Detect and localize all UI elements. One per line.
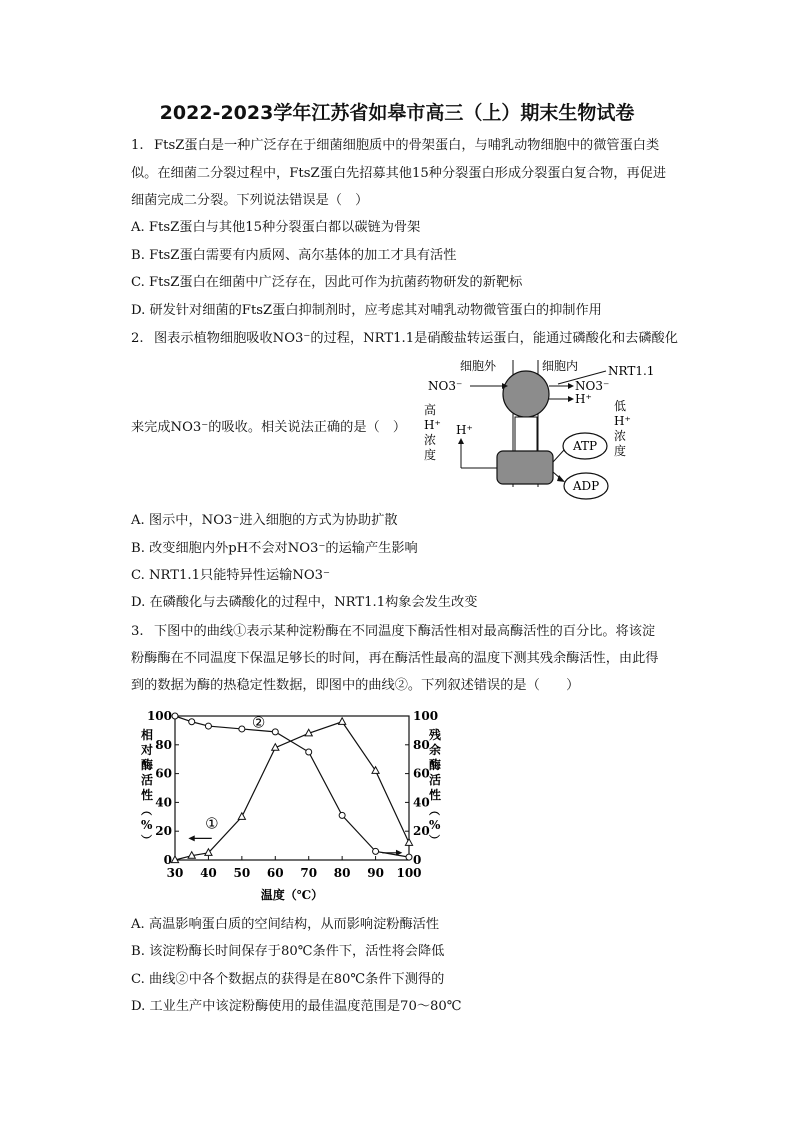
y-right-tick-label: 20	[413, 824, 430, 839]
q2-stem-line-1: 图表示植物细胞吸收NO3⁻的过程，NRT1.1是硝酸盐转运蛋白，能通过磷酸化和去磷酸化	[154, 331, 678, 346]
q1-option-b[interactable]: B. FtsZ蛋白需要有内质网、高尔基体的加工才具有活性	[131, 248, 457, 263]
data-point-circle	[373, 848, 379, 854]
ylab-right-char: 活	[429, 773, 442, 787]
label-h-mid: H⁺	[456, 423, 473, 437]
label-high-h-3: 浓	[424, 433, 437, 447]
ylab-left-char: ︶	[141, 834, 152, 847]
q3-option-c[interactable]: C. 曲线②中各个数据点的获得是在80℃条件下测得的	[131, 972, 445, 987]
protein-stalk	[515, 417, 537, 452]
label-no3-right: NO3⁻	[575, 379, 610, 393]
curve-label-1: ①	[205, 814, 219, 833]
ylab-right-char: ︵	[429, 804, 440, 817]
q3-option-b[interactable]: B. 该淀粉酶长时间保存于80℃条件下，活性将会降低	[131, 944, 445, 959]
y-right-tick-label: 40	[413, 795, 430, 810]
y-right-tick-label: 100	[413, 709, 439, 723]
q1-number: 1.	[131, 138, 144, 153]
y-left-axis-label	[140, 727, 153, 847]
ylab-left-char: 相	[141, 728, 154, 742]
arrowhead	[568, 396, 574, 402]
data-point-circle	[189, 719, 195, 725]
q2-option-c[interactable]: C. NRT1.1只能特异性运输NO3⁻	[131, 568, 331, 583]
data-point-circle	[239, 726, 245, 732]
data-point-circle	[172, 713, 178, 719]
label-low-h-2: H⁺	[614, 414, 631, 428]
arrow-atp-adp	[553, 450, 564, 462]
q2-option-d[interactable]: D. 在磷酸化与去磷酸化的过程中，NRT1.1构象会发生改变	[131, 595, 478, 610]
label-outside: 细胞外	[460, 359, 497, 373]
ylab-left-char: 酶	[141, 758, 154, 772]
arrowhead	[568, 383, 574, 389]
curve-1-arrowhead	[188, 835, 194, 841]
label-high-h	[424, 402, 445, 462]
x-tick-label: 40	[200, 866, 217, 880]
q2-option-a[interactable]: A. 图示中，NO3⁻进入细胞的方式为协助扩散	[131, 513, 398, 528]
label-protein: NRT1.1	[608, 364, 655, 378]
ylab-left-char: %	[141, 818, 153, 832]
label-low-h-1: 低	[614, 399, 627, 413]
label-high-h-2: H⁺	[424, 418, 441, 432]
y-left-tick-label: 100	[146, 709, 172, 723]
label-h-right: H⁺	[575, 392, 592, 406]
ylab-right-char: ︶	[429, 834, 440, 847]
x-tick-label: 50	[233, 866, 251, 880]
q3-option-a[interactable]: A. 高温影响蛋白质的空间结构，从而影响淀粉酶活性	[131, 917, 440, 932]
x-tick-label: 70	[300, 866, 318, 880]
y-left-tick-label: 80	[155, 737, 172, 752]
q2-option-b[interactable]: B. 改变细胞内外pH不会对NO3⁻的运输产生影响	[131, 541, 418, 556]
q2-stem-line-2: 来完成NO3⁻的吸收。相关说法正确的是（ ）	[131, 420, 407, 435]
q1-stem-line-2: 似。在细菌二分裂过程中，FtsZ蛋白先招募其他15种分裂蛋白形成分裂蛋白复合物，再促进	[131, 166, 667, 181]
ylab-right-char: %	[429, 818, 441, 832]
ylab-right-char: 残	[429, 728, 442, 742]
h-pump	[497, 451, 553, 484]
q3-number: 3.	[131, 624, 144, 639]
y-left-tick-label: 60	[155, 766, 172, 781]
y-left-tick-label: 40	[155, 795, 172, 810]
data-point-triangle	[238, 813, 245, 820]
x-tick-label: 80	[333, 866, 351, 880]
q3-stem-line-1: 下图中的曲线①表示某种淀粉酶在不同温度下酶活性相对最高酶活性的百分比。将该淀	[154, 624, 656, 639]
ylab-left-char: ︵	[141, 804, 152, 817]
ylab-left-char: 活	[141, 773, 154, 787]
data-point-circle	[339, 812, 345, 818]
ylab-left-char: 对	[141, 743, 154, 757]
nrt-diagram	[418, 352, 668, 504]
ylab-right-char: 性	[429, 788, 442, 802]
q3-stem-line-3: 到的数据为酶的热稳定性数据，即图中的曲线②。下列叙述错误的是（ ）	[131, 678, 580, 693]
enzyme-activity-chart	[134, 703, 450, 908]
data-point-triangle	[405, 839, 412, 846]
y-right-tick-label: 0	[413, 853, 422, 867]
ylab-left-char: 性	[141, 788, 154, 802]
series-line-2	[175, 713, 409, 857]
chart-plot-area	[147, 709, 438, 880]
page-title: 2022-2023学年江苏省如皋市高三（上）期末生物试卷	[159, 102, 635, 124]
q1-option-d[interactable]: D. 研发针对细菌的FtsZ蛋白抑制剂时，应考虑其对哺乳动物微管蛋白的抑制作用	[131, 303, 602, 318]
label-inside: 细胞内	[542, 359, 579, 373]
label-low-h	[614, 399, 635, 458]
q1-stem-line-3: 细菌完成二分裂。下列说法错误是（ ）	[131, 193, 369, 208]
q3-option-d[interactable]: D. 工业生产中该淀粉酶使用的最佳温度范围是70～80℃	[131, 999, 462, 1014]
label-low-h-3: 浓	[614, 429, 627, 443]
q2-number: 2.	[131, 331, 144, 346]
ylab-right-char: 酶	[429, 758, 442, 772]
y-left-tick-label: 20	[155, 824, 172, 839]
label-high-h-4: 度	[424, 448, 437, 462]
q1-stem-line-1: FtsZ蛋白是一种广泛存在于细菌细胞质中的骨架蛋白，与哺乳动物细胞中的微管蛋白类	[154, 138, 660, 153]
data-point-circle	[272, 729, 278, 735]
y-right-axis-label	[429, 727, 441, 847]
label-high-h-1: 高	[424, 403, 437, 417]
label-low-h-4: 度	[614, 444, 627, 458]
data-point-circle	[306, 749, 312, 755]
arrowhead	[458, 438, 464, 444]
data-point-circle	[205, 723, 211, 729]
x-tick-label: 90	[367, 866, 384, 880]
q1-option-c[interactable]: C. FtsZ蛋白在细菌中广泛存在，因此可作为抗菌药物研发的新靶标	[131, 275, 523, 290]
x-tick-label: 30	[166, 866, 184, 880]
y-right-tick-label: 80	[413, 737, 430, 752]
q3-stem-line-2: 粉酶酶在不同温度下保温足够长的时间，再在酶活性最高的温度下测其残余酶活性，由此得	[131, 651, 659, 666]
y-right-tick-label: 60	[413, 766, 430, 781]
label-atp: ATP	[572, 439, 598, 453]
ylab-right-char: 余	[429, 743, 442, 757]
data-point-circle	[406, 854, 412, 860]
x-axis-label: 温度（℃）	[260, 888, 324, 902]
label-no3-left: NO3⁻	[428, 379, 463, 393]
label-adp: ADP	[572, 479, 600, 493]
x-tick-label: 100	[396, 866, 422, 880]
y-left-tick-label: 0	[163, 853, 172, 867]
data-point-triangle	[339, 718, 346, 725]
curve-label-2: ②	[251, 713, 266, 732]
x-tick-label: 60	[266, 866, 284, 880]
q1-option-a[interactable]: A. FtsZ蛋白与其他15种分裂蛋白都以碳链为骨架	[131, 220, 421, 235]
transport-protein	[503, 371, 549, 417]
